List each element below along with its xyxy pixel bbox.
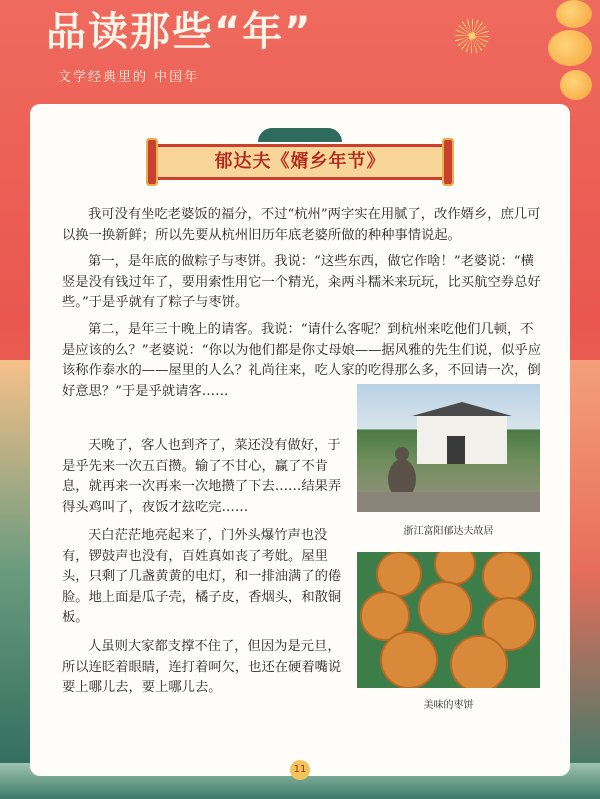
- header-title: 品读那些“年”: [46, 9, 313, 55]
- paragraph-1: 我可没有坐吃老婆饭的福分，不过“杭州”两字实在用腻了，改作婿乡，庶几可以换一换新鲜；所以先要从杭州旧历年底老婆所做的种种事情说起。: [62, 207, 541, 243]
- banner-hill-ornament: [258, 128, 342, 142]
- page-number: 11: [290, 760, 310, 780]
- lantern-decoration: [556, 0, 592, 28]
- paragraph-6: 人虽则大家都支撑不住了，但因为是元旦，所以连眨着眼睛，连打着呵欠，也还在硬着嘴说要上哪儿去，要上哪儿去。: [62, 639, 342, 696]
- title-banner: [146, 138, 454, 186]
- cake-caption: 美味的枣饼: [423, 700, 474, 711]
- header-subtitle: 文学经典里的 中国年: [58, 70, 200, 85]
- lantern-decoration: [560, 70, 592, 100]
- left-decoration: [0, 360, 30, 780]
- lantern-decoration: [548, 30, 592, 66]
- cake-illustration: [357, 552, 540, 688]
- residence-photo: [357, 384, 540, 512]
- paragraph-5: 天白茫茫地亮起来了，门外头爆竹声也没有，锣鼓声也没有，百姓真如丧了考妣。屋里头，只剩了几盏黄黄的电灯，和一排油满了的倦脸。地上面是瓜子壳，橘子皮，香烟头，和散铜板。: [62, 528, 342, 626]
- cake-photo: [357, 552, 540, 688]
- firework-decoration: [452, 16, 492, 56]
- paragraph-2: 第一，是年底的做粽子与枣饼。我说：“这些东西，做它作啥！”老婆说：“横竖是没有钱过年了，要用索性用它一个精光，籴两斗糯米来玩玩，比买航空券总好些。”于是乎就有了粽子与枣饼。: [62, 254, 541, 311]
- residence-caption: 浙江富阳郁达夫故居: [403, 526, 494, 537]
- right-decoration: [570, 360, 600, 780]
- residence-illustration: [357, 384, 540, 512]
- article-title: 郁达夫《婿乡年节》: [214, 151, 386, 172]
- paragraph-4: 天晚了，客人也到齐了，菜还没有做好，于是乎先来一次五百攒。输了不甘心，赢了不肯息，就再来一次再来一次地攒了下去……结果弄得头鸡叫了，夜饭才玆吃完……: [62, 438, 342, 515]
- paragraph-3: 第二，是年三十晚上的请客。我说：“请什么客呢？到杭州来吃他们几顿，不是应该的么？”老婆说：“你以为他们都是你丈母娘——据风雅的先生们说，似乎应该称作泰水的——屋里的人么？礼尚往来，吃人家的吃得那么多，不回请一次，倒好意思？”于是乎就请客……: [62, 322, 541, 399]
